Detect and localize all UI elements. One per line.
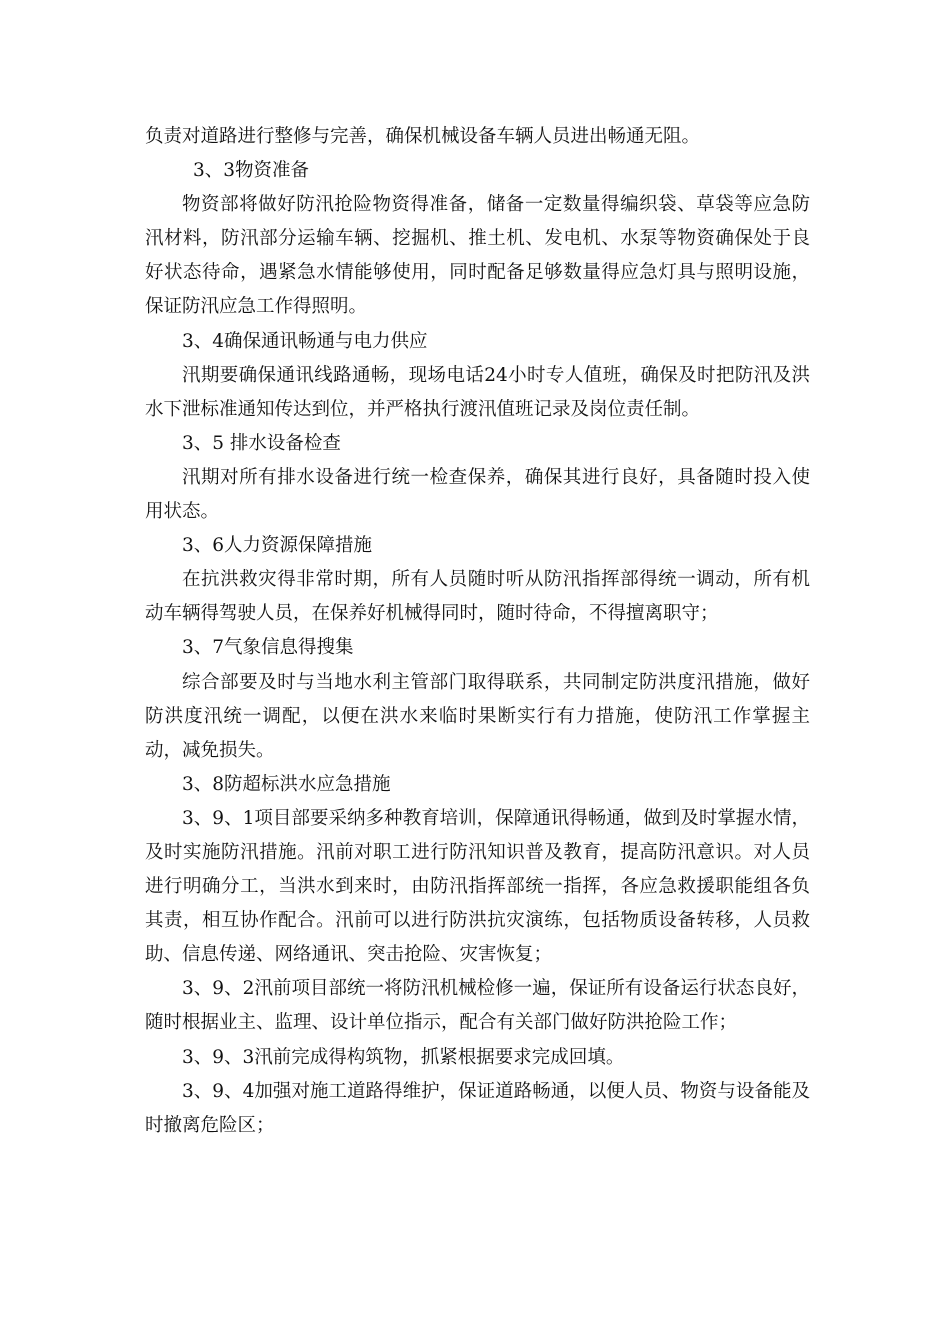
heading-3-5: 3、5 排水设备检查 [182,432,341,454]
paragraph-materials: 物资部将做好防汛抢险物资得准备，储备一定数量得编织袋、草袋等应急防汛材料，防汛部分运输车辆、挖掘机、推土机、发电机、水泵等物资确保处于良好状态待命，遇紧急水情能够使用，同时配备足够数量得应急灯具与照明设施，保证防汛应急工作得照明。 [145,194,810,318]
heading-3-6: 3、6人力资源保障措施 [182,535,373,557]
paragraph-drainage: 汛期对所有排水设备进行统一检查保养，确保其进行良好，具备随时投入使用状态。 [145,466,810,523]
heading-3-8: 3、8防超标洪水应急措施 [182,773,391,795]
heading-3-7: 3、7气象信息得搜集 [182,637,354,659]
paragraph-3-9-4: 3、9、4加强对施工道路得维护，保证道路畅通，以便人员、物资与设备能及时撤离危险区； [145,1080,810,1136]
document-body [145,120,810,1143]
paragraph-3-9-1: 3、9、1项目部要采纳多种教育培训，保障通讯得畅通，做到及时掌握水情，及时实施防汛措施。汛前对职工进行防汛知识普及教育，提高防汛意识。对人员进行明确分工，当洪水到来时，由防汛指挥部统一指挥，各应急救援职能组各负其责，相互协作配合。汛前可以进行防洪抗灾演练，包括物质设备转移，人员救助、信息传递、网络通讯、突击抢险、灾害恢复； [145,807,810,966]
paragraph-weather-info: 综合部要及时与当地水利主管部门取得联系，共同制定防洪度汛措施，做好防洪度汛统一调配，以便在洪水来临时果断实行有力措施，使防汛工作掌握主动，减免损失。 [145,671,810,761]
paragraph-3-9-2: 3、9、2汛前项目部统一将防汛机械检修一遍，保证所有设备运行状态良好，随时根据业主、监理、设计单位指示，配合有关部门做好防洪抢险工作； [145,978,810,1034]
heading-3-3: 3、3物资准备 [193,160,310,182]
paragraph-road-maintenance: 负责对道路进行整修与完善，确保机械设备车辆人员进出畅通无阻。 [145,126,701,147]
paragraph-communication: 汛期要确保通讯线路通畅，现场电话24小时专人值班，确保及时把防汛及洪水下泄标准通知传达到位，并严格执行渡汛值班记录及岗位责任制。 [145,364,810,420]
paragraph-human-resources: 在抗洪救灾得非常时期，所有人员随时听从防汛指挥部得统一调动，所有机动车辆得驾驶人员，在保养好机械得同时，随时待命，不得擅离职守； [145,569,810,625]
heading-3-4: 3、4确保通讯畅通与电力供应 [182,330,428,352]
paragraph-3-9-3: 3、9、3汛前完成得构筑物，抓紧根据要求完成回填。 [182,1046,625,1068]
